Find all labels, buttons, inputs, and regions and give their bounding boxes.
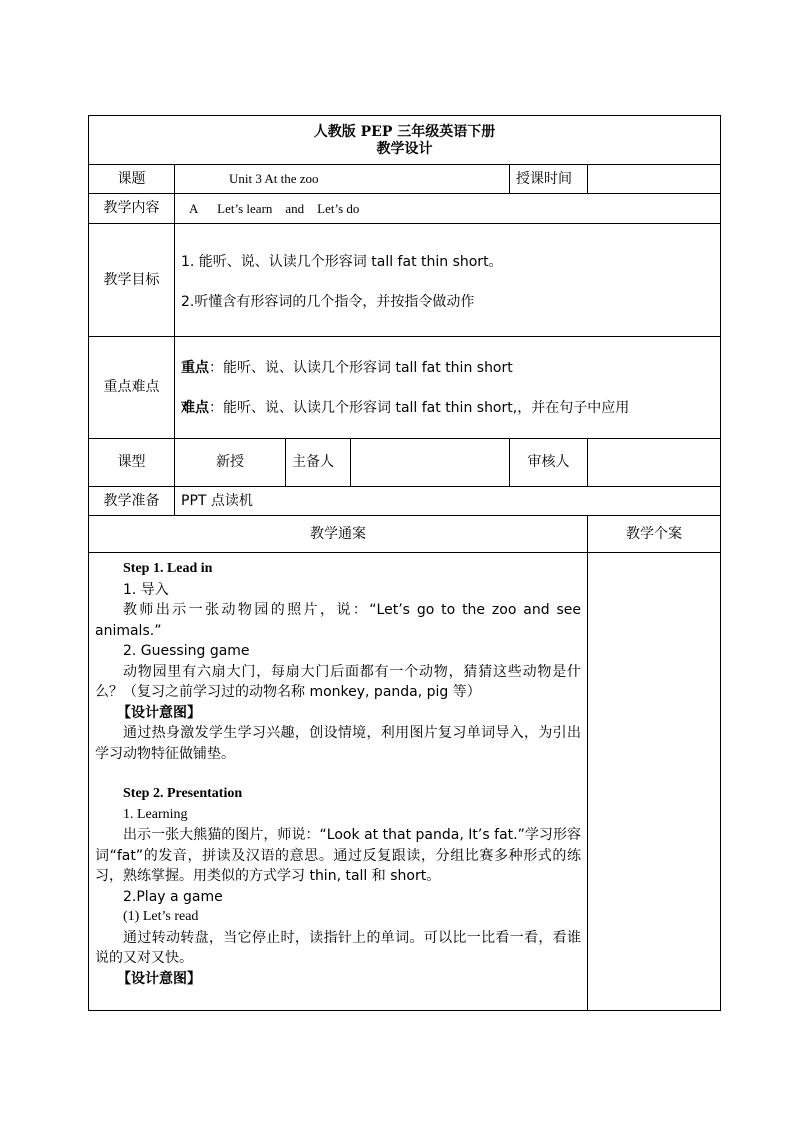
goals-label: 教学目标 (89, 224, 175, 337)
content-value: A Let’s learn and Let’s do (175, 194, 721, 224)
content-label: 教学内容 (89, 194, 175, 224)
prep-label: 教学准备 (89, 487, 175, 516)
step-item: 2.Play a game (123, 888, 223, 905)
teaching-time-label: 授课时间 (510, 165, 588, 194)
general-plan-content (89, 553, 588, 1011)
plan-content-row (89, 553, 721, 1011)
individual-plan-content (588, 553, 721, 1011)
keys-cell (175, 337, 721, 439)
step-text: 动物园里有六扇大门，每扇大门后面都有一个动物，猜猜这些动物是什么？（复习之前学习过的动物名称 monkey, panda, pig 等） (95, 663, 581, 700)
topic-label: 课题 (89, 165, 175, 194)
step-title: Step 1. Lead in (123, 561, 213, 576)
goal-item: 2.听懂含有形容词的几个指令，并按指令做动作 (181, 294, 475, 310)
topic-value: Unit 3 At the zoo (175, 165, 510, 194)
design-intent-label: 【设计意图】 (117, 970, 201, 987)
preparer-value (351, 439, 510, 487)
lesson-type-value: 新授 (175, 439, 286, 487)
key-point-label: 重点 (181, 359, 209, 376)
lesson-plan-table (88, 115, 721, 1011)
difficulty-label: 难点 (181, 399, 209, 416)
step-item: 2. Guessing game (123, 643, 250, 659)
title-row (89, 116, 721, 165)
topic-row (89, 165, 721, 194)
prep-value: PPT 点读机 (175, 487, 721, 516)
keys-label: 重点难点 (89, 337, 175, 439)
teaching-time-value (588, 165, 721, 194)
step-item: 1. 导入 (123, 581, 169, 598)
lesson-type-label: 课型 (89, 439, 175, 487)
document-title: 人教版 PEP 三年级英语下册 (313, 123, 496, 140)
title-cell (89, 116, 721, 165)
keys-row (89, 337, 721, 439)
step-subitem: (1) Let’s read (123, 909, 199, 924)
goals-row (89, 224, 721, 337)
content-row (89, 194, 721, 224)
individual-plan-header: 教学个案 (588, 516, 721, 553)
design-intent-label: 【设计意图】 (117, 704, 201, 721)
reviewer-value (588, 439, 721, 487)
general-plan-header: 教学通案 (89, 516, 588, 553)
step-text: 出示一张大熊猫的图片，师说：“Look at that panda, It’s fat.”学习形容词“fat”的发音，拼读及汉语的意思。通过反复跟读，分组比赛多种形式的练习，熟练掌握。用类似的方式学习 thin, tall 和 short。 (95, 827, 581, 884)
prep-row (89, 487, 721, 516)
step-title: Step 2. Presentation (123, 786, 243, 801)
key-point-text: ：能听、说、认读几个形容词 tall fat thin short (209, 359, 513, 376)
reviewer-label: 审核人 (510, 439, 588, 487)
goal-item: 1. 能听、说、认读几个形容词 tall fat thin short。 (181, 254, 503, 270)
step-item: 1. Learning (123, 806, 188, 822)
design-intent-text: 通过热身激发学生学习兴趣，创设情境，利用图片复习单词导入，为引出学习动物特征做铺垫。 (95, 725, 581, 762)
step-text: 教师出示一张动物园的照片，说：“Let’s go to the zoo and see animals.” (95, 602, 581, 639)
document-subtitle: 教学设计 (376, 140, 433, 157)
preparer-label: 主备人 (286, 439, 351, 487)
type-row (89, 439, 721, 487)
goals-cell (175, 224, 721, 337)
step-text: 通过转动转盘，当它停止时，读指针上的单词。可以比一比看一看，看谁说的又对又快。 (95, 929, 581, 966)
plan-header-row (89, 516, 721, 553)
difficulty-text: ：能听、说、认读几个形容词 tall fat thin short,，并在句子中应用 (209, 399, 630, 416)
